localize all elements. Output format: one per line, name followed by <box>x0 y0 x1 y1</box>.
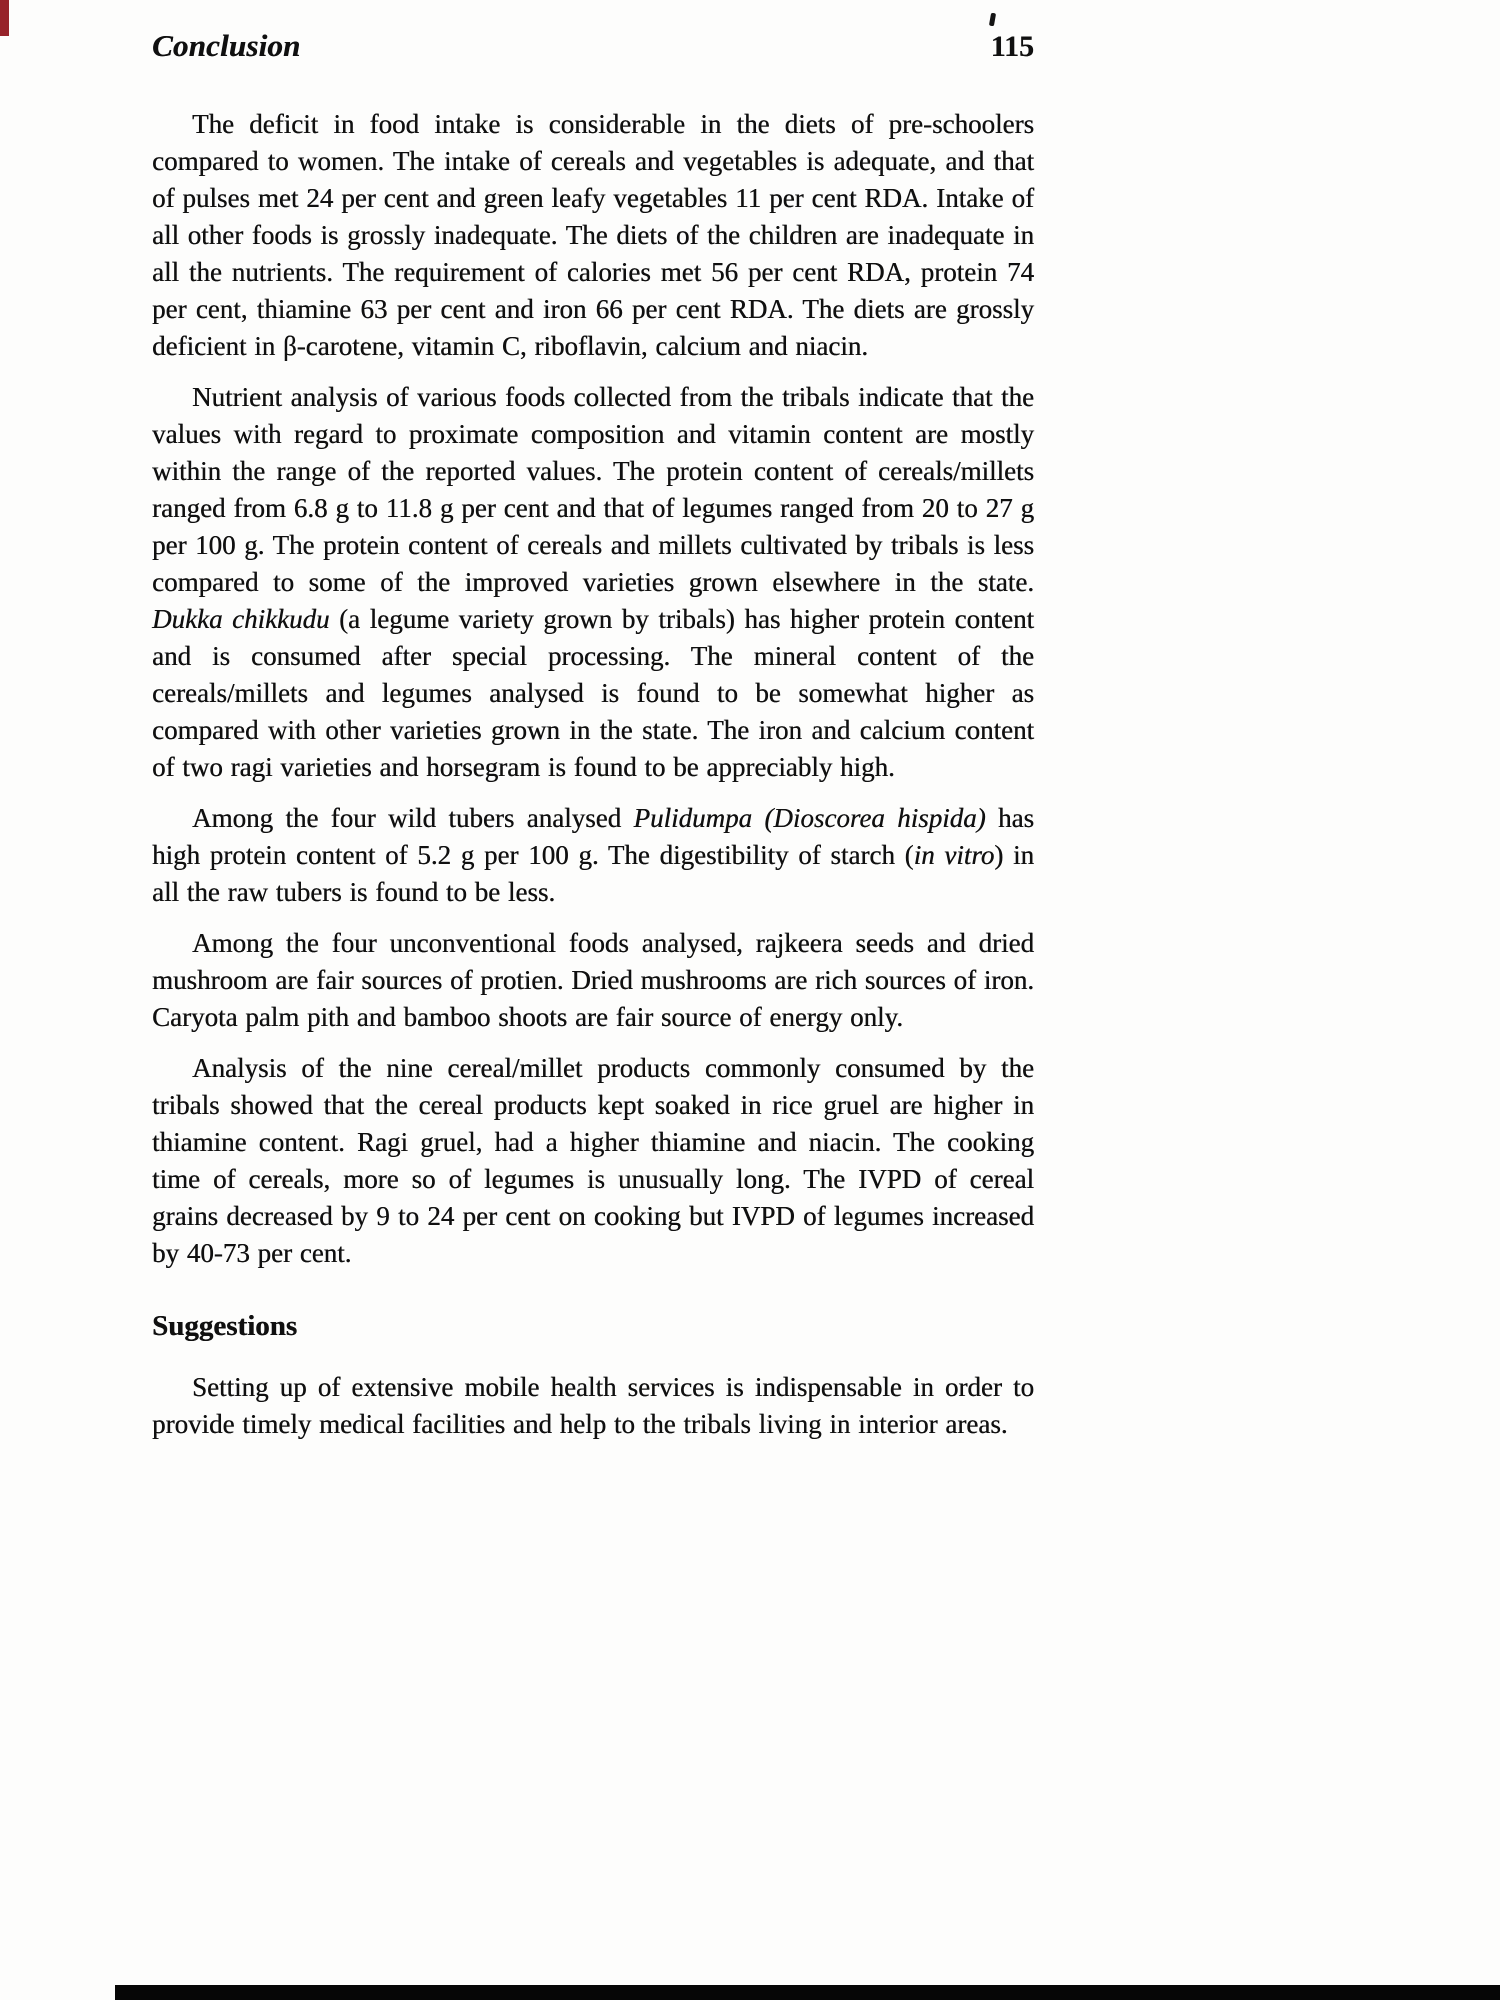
text-run: has high protein content of 5.2 g per 100 g. The digestibility of starch ( <box>152 803 1035 870</box>
italic-text-run: Pulidumpa (Dioscorea hispida) <box>633 803 986 833</box>
running-header <box>152 28 1034 64</box>
paragraph <box>152 925 1034 1036</box>
text-run: Among the four unconventional foods analysed, rajkeera seeds and dried mushroom are fair sources of protien. Dried mushrooms are rich sources of iron. Caryota palm pith and bamboo shoots are fair source of energy only. <box>152 928 1034 1032</box>
paragraph <box>152 379 1034 786</box>
scan-artifact-mark <box>989 13 996 27</box>
text-run: Among the four wild tubers analysed <box>192 803 634 833</box>
italic-text-run: Dukka chikkudu <box>152 604 330 634</box>
page-body <box>152 106 1034 1443</box>
scan-artifact-spine <box>0 0 9 36</box>
text-run: Analysis of the nine cereal/millet products commonly consumed by the tribals showed that the cereal products kept soaked in rice gruel are higher in thiamine content. Ragi gruel, had a higher thiamine and niacin. The cooking time of cereals, more so of legumes is unusually long. The IVPD of cereal grains decreased by 9 to 24 per cent on cooking but IVPD of legumes increased by 40-73 per cent. <box>152 1053 1034 1268</box>
text-column <box>152 28 1034 1457</box>
paragraph <box>152 800 1034 911</box>
text-run: (a legume variety grown by tribals) has higher protein content and is consumed after special processing. The mineral content of the cereals/millets and legumes analysed is found to be somewhat higher as compared with other varieties grown in the state. The iron and calcium content of two ragi varieties and horsegram is found to be appreciably high. <box>152 604 1035 782</box>
text-run: ) in all the raw tubers is found to be less. <box>152 840 1034 907</box>
paragraph <box>152 106 1034 365</box>
text-run: Nutrient analysis of various foods collected from the tribals indicate that the values with regard to proximate composition and vitamin content are mostly within the range of the reported values. The protein content of cereals/millets ranged from 6.8 g to 11.8 g per cent and that of legumes ranged from 20 to 27 g per 100 g. The protein content of cereals and millets cultivated by tribals is less compared to some of the improved varieties grown elsewhere in the state. <box>152 382 1034 597</box>
italic-text-run: in vitro <box>913 840 995 870</box>
paragraph <box>152 1369 1034 1443</box>
chapter-title: Conclusion <box>152 28 301 63</box>
paragraph <box>152 1050 1034 1272</box>
section-heading: Suggestions <box>152 1310 298 1342</box>
text-run: Setting up of extensive mobile health services is indispensable in order to provide timely medical facilities and help to the tribals living in interior areas. <box>152 1372 1034 1439</box>
scan-artifact-bottom-bar <box>115 1985 1500 2000</box>
page-number: 115 <box>990 30 1034 63</box>
text-run: The deficit in food intake is considerable in the diets of pre-schoolers compared to women. The intake of cereals and vegetables is adequate, and that of pulses met 24 per cent and green leafy vegetables 11 per cent RDA. Intake of all other foods is grossly inadequate. The diets of the children are inadequate in all the nutrients. The requirement of calories met 56 per cent RDA, protein 74 per cent, thiamine 63 per cent and iron 66 per cent RDA. The diets are grossly deficient in β-carotene, vitamin C, riboflavin, calcium and niacin. <box>152 109 1034 361</box>
